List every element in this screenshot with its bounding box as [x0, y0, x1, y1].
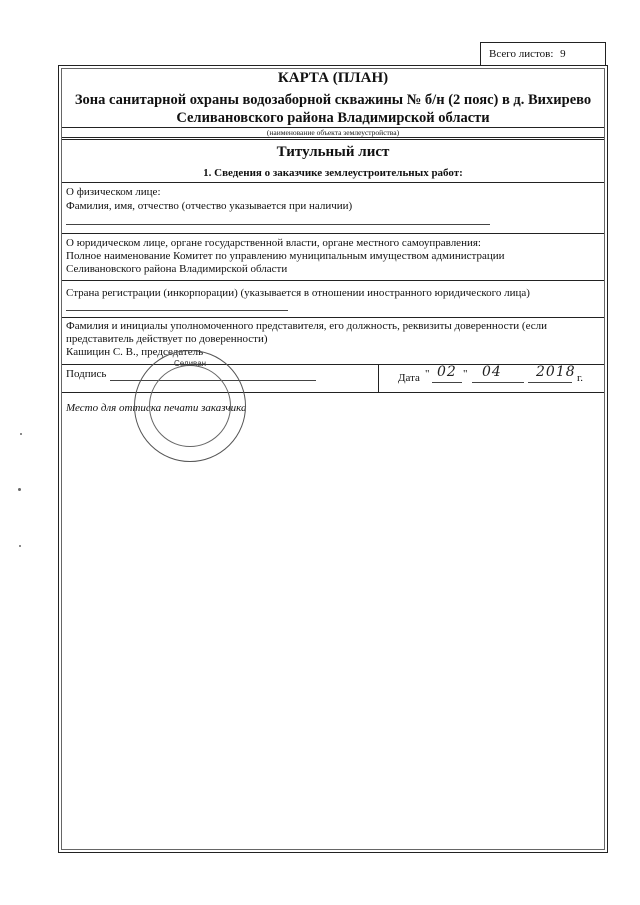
divider [62, 182, 604, 183]
customer-section-heading: 1. Сведения о заказчике землеустроительных работ: [203, 167, 463, 179]
object-name-line2: Селивановского района Владимирской области [176, 110, 490, 126]
date-month-line [472, 382, 524, 383]
date-label: Дата [398, 372, 420, 384]
document-title: КАРТА (ПЛАН) [277, 70, 389, 86]
country-line [66, 310, 288, 311]
date-quote-open: " [425, 368, 430, 380]
representative-label-line2: представитель действует по доверенности) [66, 333, 268, 345]
scan-speck [18, 488, 21, 491]
representative-label-line1: Фамилия и инициалы уполномоченного представителя, его должность, реквизиты доверенности (если [66, 320, 547, 332]
individual-name-line [66, 224, 490, 225]
signature-label: Подпись [66, 368, 107, 380]
date-year-line [528, 382, 572, 383]
sheets-count-box [480, 42, 606, 66]
country-label: Страна регистрации (инкорпорации) (указывается в отношении иностранного юридического лица) [66, 287, 530, 299]
date-day-line [432, 382, 462, 383]
individual-name-label: Фамилия, имя, отчество (отчество указывается при наличии) [66, 200, 353, 212]
date-day: 02 [437, 364, 457, 380]
divider-double [62, 137, 604, 140]
divider [62, 233, 604, 234]
divider [62, 280, 604, 281]
legal-entity-name-line2: Селивановского района Владимирской области [66, 263, 288, 275]
date-month: 04 [482, 364, 502, 380]
date-year: 2018 [536, 364, 576, 380]
round-stamp [134, 350, 246, 462]
title-page-heading: Титульный лист [276, 144, 390, 160]
sheets-count: 9 [560, 48, 566, 60]
stamp-text: Селиван [173, 359, 207, 368]
divider [62, 317, 604, 318]
legal-entity-name-line1: Полное наименование Комитет по управлению муниципальным имуществом администрации [66, 250, 505, 262]
seal-place-label: Место для оттиска печати заказчика [66, 402, 247, 414]
object-name-caption: (наименование объекта землеустройства) [266, 128, 400, 137]
date-quote-close: " [463, 368, 468, 380]
legal-entity-label: О юридическом лице, органе государственной власти, органе местного самоуправления: [66, 237, 481, 249]
representative-value: Кашицин С. В., председатель [66, 346, 204, 358]
scan-speck [19, 545, 21, 547]
signature-date-separator [378, 364, 379, 392]
scan-speck [20, 433, 22, 435]
sheets-label: Всего листов: [489, 48, 554, 60]
individual-label: О физическом лице: [66, 186, 161, 198]
object-name-line1: Зона санитарной охраны водозаборной скважины № б/н (2 пояс) в д. Вихирево [74, 92, 592, 108]
date-year-suffix: г. [577, 372, 584, 384]
